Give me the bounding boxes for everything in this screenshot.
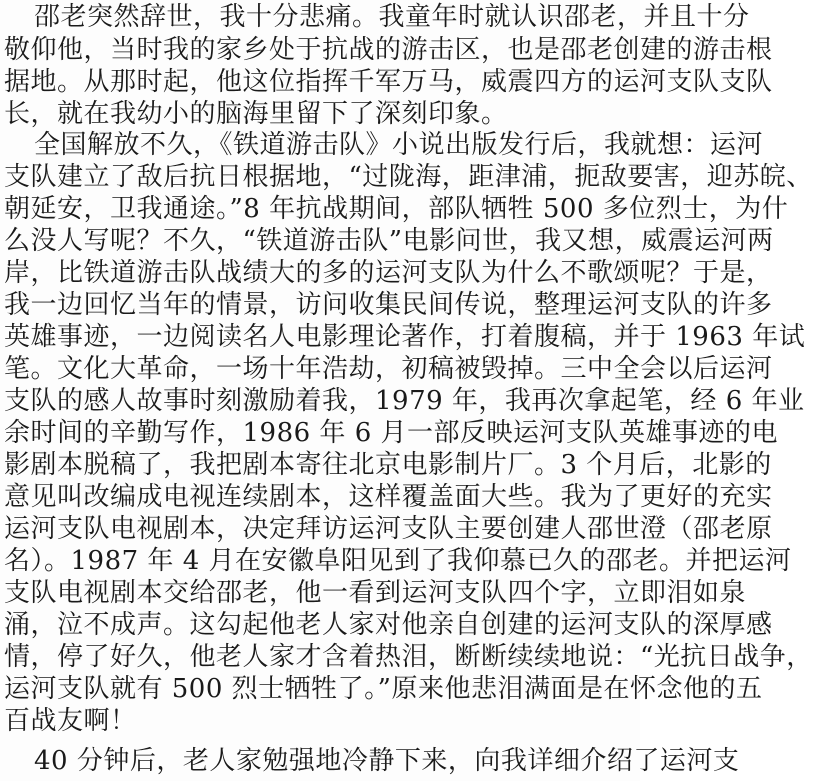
text-line-13: 支队的感人故事时刻激励着我，1979 年，我再次拿起笔，经 6 年业	[4, 386, 805, 416]
text-line-11: 英雄事迹，一边阅读名人电影理论著作，打着腹稿，并于 1963 年试	[4, 322, 806, 352]
text-line-4: 长，就在我幼小的脑海里留下了深刻印象。	[4, 99, 508, 129]
text-line-2: 敬仰他，当时我的家乡处于抗战的游击区，也是邵老创建的游击根	[4, 35, 773, 65]
text-line-8: 么没人写呢？不久，“铁道游击队”电影问世，我又想，威震运河两	[4, 226, 774, 256]
text-line-6: 支队建立了敌后抗日根据地，“过陇海，距津浦，扼敌要害，迎苏皖、	[4, 162, 813, 192]
text-line-5: 全国解放不久，《铁道游击队》小说出版发行后，我就想：运河	[34, 130, 764, 160]
text-line-19: 支队电视剧本交给邵老，他一看到运河支队四个字，立即泪如泉	[4, 578, 747, 608]
text-line-10: 我一边回忆当年的情景，访问收集民间传说，整理运河支队的许多	[4, 290, 773, 320]
text-line-18: 名）。1987 年 4 月在安徽阜阳见到了我仰慕已久的邵老。并把运河	[4, 546, 792, 576]
text-line-21: 情，停了好久，他老人家才含着热泪，断断续续地说：“光抗日战争，	[4, 642, 813, 672]
text-line-24: 40 分钟后，老人家勉强地冷静下来，向我详细介绍了运河支	[34, 746, 740, 776]
text-line-9: 岸，比铁道游击队战绩大的多的运河支队为什么不歌颂呢？于是，	[4, 258, 773, 288]
text-line-22: 运河支队就有 500 烈士牺牲了。”原来他悲泪满面是在怀念他的五	[4, 674, 763, 704]
text-line-23: 百战友啊！	[4, 706, 137, 736]
text-line-15: 影剧本脱稿了，我把剧本寄往北京电影制片厂。3 个月后，北影的	[4, 450, 772, 480]
text-line-7: 朝延安，卫我通途。”8 年抗战期间，部队牺牲 500 多位烈士，为什	[4, 194, 789, 224]
text-line-3: 据地。从那时起，他这位指挥千军万马，威震四方的运河支队支队	[4, 67, 773, 97]
text-line-20: 涌，泣不成声。这勾起他老人家对他亲自创建的运河支队的深厚感	[4, 610, 773, 640]
text-line-14: 余时间的辛勤写作，1986 年 6 月一部反映运河支队英雄事迹的电	[4, 418, 779, 448]
text-line-1: 邵老突然辞世，我十分悲痛。我童年时就认识邵老，并且十分	[34, 2, 750, 32]
text-line-16: 意见叫改编成电视连续剧本，这样覆盖面大些。我为了更好的充实	[4, 482, 773, 512]
text-line-12: 笔。文化大革命，一场十年浩劫，初稿被毁掉。三中全会以后运河	[4, 354, 773, 384]
text-line-17: 运河支队电视剧本，决定拜访运河支队主要创建人邵世澄（邵老原	[4, 514, 773, 544]
